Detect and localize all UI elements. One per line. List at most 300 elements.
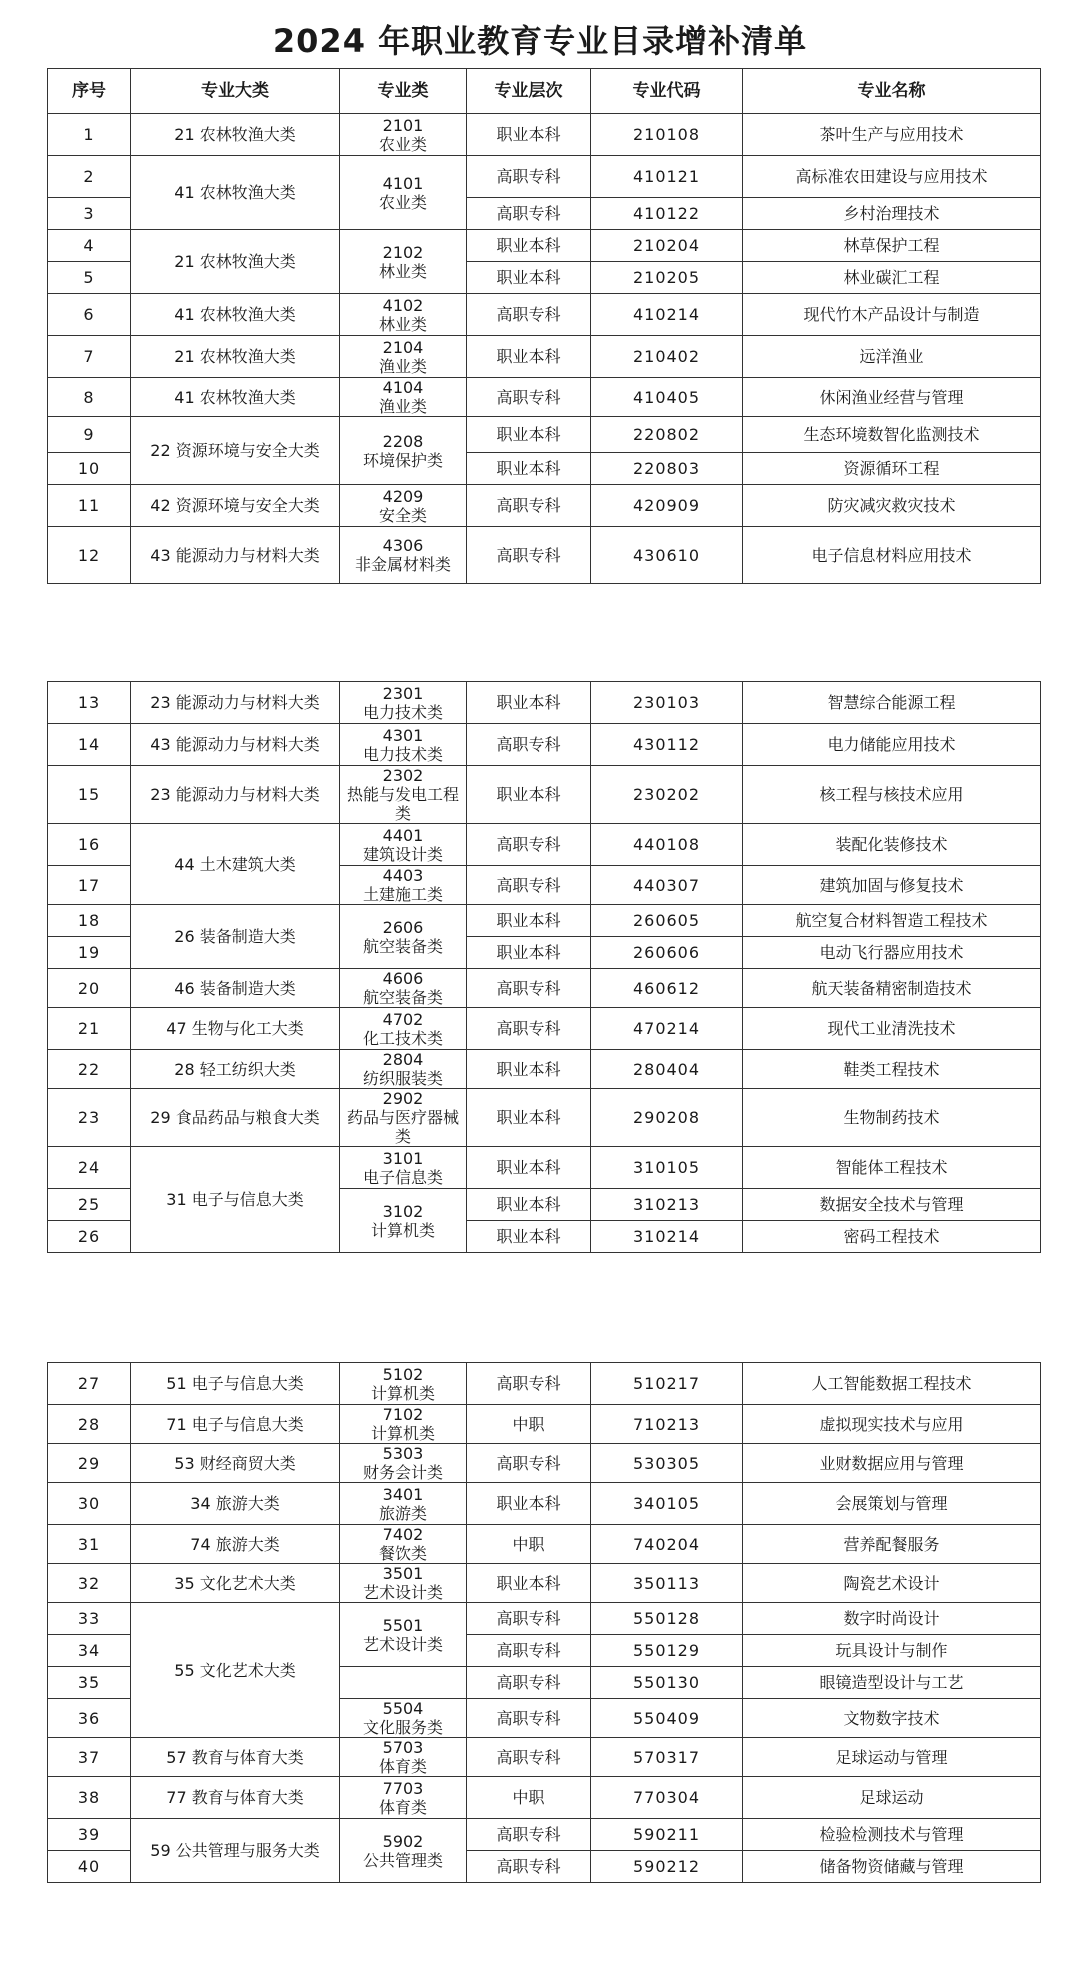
class-code: 2102 [382,242,424,262]
major-name-cell: 智慧综合能源工程 [743,682,1041,724]
class-code: 5102 [382,1364,424,1384]
class-cell [340,1525,467,1564]
row-number: 8 [48,378,131,417]
class-name: 林业类 [378,314,427,334]
class-code: 5504 [382,1699,424,1718]
table-row [48,378,1041,417]
class-cell [340,1050,467,1089]
category-cell: 51 电子与信息大类 [131,1363,340,1405]
class-code: 7402 [382,1525,424,1544]
column-header: 专业大类 [131,69,340,114]
row-number: 19 [48,937,131,969]
row-number: 29 [48,1444,131,1483]
major-code-cell: 440307 [591,866,743,905]
table-row [48,1483,1041,1525]
class-code: 7102 [382,1405,424,1424]
class-cell [340,114,467,156]
table-row [48,1444,1041,1483]
major-name-cell: 远洋渔业 [743,336,1041,378]
class-name: 航空装备类 [362,988,443,1007]
class-code: 2101 [382,115,424,135]
category-cell: 26 装备制造大类 [131,905,340,969]
class-name: 化工技术类 [362,1028,443,1048]
major-name-cell: 高标准农田建设与应用技术 [743,156,1041,198]
major-code-cell: 260606 [591,937,743,969]
class-code: 2606 [382,917,424,937]
class-code: 3101 [382,1148,424,1168]
row-number: 23 [48,1089,131,1147]
class-cell [340,766,467,824]
level-cell: 高职专科 [467,866,591,905]
major-name-cell: 会展策划与管理 [743,1483,1041,1525]
row-number: 2 [48,156,131,198]
class-name: 农业类 [378,192,427,212]
level-cell: 职业本科 [467,1089,591,1147]
page-title: 2024 年职业教育专业目录增补清单 [272,22,808,60]
table-part-1 [47,68,1041,584]
level-cell: 高职专科 [467,527,591,584]
level-cell: 职业本科 [467,230,591,262]
major-name-cell: 密码工程技术 [743,1221,1041,1253]
row-number: 18 [48,905,131,937]
category-cell: 44 土木建筑大类 [131,824,340,905]
class-code: 4101 [382,173,424,193]
class-code: 4104 [382,378,424,397]
row-number: 35 [48,1667,131,1699]
class-cell [340,1089,467,1147]
row-number: 27 [48,1363,131,1405]
class-code: 5703 [382,1738,424,1757]
class-code: 5501 [382,1615,424,1635]
class-cell [340,1603,467,1667]
level-cell: 高职专科 [467,724,591,766]
class-name: 环境保护类 [362,450,443,470]
class-code: 7703 [382,1778,424,1798]
class-cell [340,156,467,230]
major-name-cell: 林业碳汇工程 [743,262,1041,294]
major-code-cell: 290208 [591,1089,743,1147]
major-code-cell: 410405 [591,378,743,417]
major-name-cell: 检验检测技术与管理 [743,1819,1041,1851]
row-number: 37 [48,1738,131,1777]
class-name: 体育类 [378,1797,427,1817]
level-cell: 高职专科 [467,1699,591,1738]
major-code-cell: 550128 [591,1603,743,1635]
major-name-cell: 鞋类工程技术 [743,1050,1041,1089]
row-number: 26 [48,1221,131,1253]
table-row [48,417,1041,453]
table-row [48,1738,1041,1777]
row-number: 40 [48,1851,131,1883]
class-name: 文化服务类 [362,1718,443,1737]
row-number: 12 [48,527,131,584]
row-number: 31 [48,1525,131,1564]
table-row [48,294,1041,336]
table-row [48,230,1041,262]
level-cell: 高职专科 [467,1363,591,1405]
major-name-cell: 电动飞行器应用技术 [743,937,1041,969]
category-cell: 35 文化艺术大类 [131,1564,340,1603]
class-cell [340,1699,467,1738]
row-number: 3 [48,198,131,230]
major-name-cell: 足球运动与管理 [743,1738,1041,1777]
class-cell [340,485,467,527]
level-cell: 高职专科 [467,378,591,417]
class-name: 林业类 [378,261,427,281]
class-cell [340,1008,467,1050]
class-code: 4209 [382,486,424,506]
class-code: 5303 [382,1444,424,1463]
category-cell: 41 农林牧渔大类 [131,378,340,417]
row-number: 25 [48,1189,131,1221]
category-cell: 22 资源环境与安全大类 [131,417,340,485]
class-cell [340,824,467,866]
row-number: 20 [48,969,131,1008]
level-cell: 职业本科 [467,682,591,724]
category-cell: 77 教育与体育大类 [131,1777,340,1819]
major-code-cell: 440108 [591,824,743,866]
category-cell: 46 装备制造大类 [131,969,340,1008]
level-cell: 中职 [467,1525,591,1564]
major-code-cell: 430112 [591,724,743,766]
class-name: 农业类 [378,134,427,154]
category-cell: 23 能源动力与材料大类 [131,766,340,824]
major-code-cell: 210108 [591,114,743,156]
table-row [48,1564,1041,1603]
table-row [48,766,1041,824]
major-name-cell: 眼镜造型设计与工艺 [743,1667,1041,1699]
level-cell: 职业本科 [467,1050,591,1089]
column-header: 专业类 [340,69,467,114]
major-name-cell: 足球运动 [743,1777,1041,1819]
level-cell: 职业本科 [467,937,591,969]
class-code: 4702 [382,1009,424,1029]
major-name-cell: 现代工业清洗技术 [743,1008,1041,1050]
level-cell: 职业本科 [467,1483,591,1525]
major-code-cell: 210205 [591,262,743,294]
row-number: 21 [48,1008,131,1050]
level-cell: 高职专科 [467,294,591,336]
category-cell: 28 轻工纺织大类 [131,1050,340,1089]
table-row [48,969,1041,1008]
table-row [48,824,1041,866]
row-number: 13 [48,682,131,724]
category-cell: 43 能源动力与材料大类 [131,724,340,766]
major-code-cell: 710213 [591,1405,743,1444]
major-name-cell: 建筑加固与修复技术 [743,866,1041,905]
table-row [48,1089,1041,1147]
level-cell: 职业本科 [467,766,591,824]
level-cell: 高职专科 [467,485,591,527]
major-code-cell: 770304 [591,1777,743,1819]
major-name-cell: 航空复合材料智造工程技术 [743,905,1041,937]
level-cell: 高职专科 [467,198,591,230]
major-code-cell: 470214 [591,1008,743,1050]
class-code: 2301 [382,683,424,703]
major-name-cell: 业财数据应用与管理 [743,1444,1041,1483]
level-cell: 职业本科 [467,1147,591,1189]
row-number: 34 [48,1635,131,1667]
table-row [48,336,1041,378]
column-header: 序号 [48,69,131,114]
major-name-cell: 人工智能数据工程技术 [743,1363,1041,1405]
table-part-3 [47,1362,1041,1883]
class-name: 航空装备类 [362,936,443,956]
major-code-cell: 590212 [591,1851,743,1883]
table-header-row [48,69,1041,114]
class-name: 土建施工类 [362,885,443,904]
major-code-cell: 210204 [591,230,743,262]
major-code-cell: 410121 [591,156,743,198]
row-number: 16 [48,824,131,866]
major-name-cell: 电子信息材料应用技术 [743,527,1041,584]
table-row [48,1405,1041,1444]
class-code: 4606 [382,969,424,988]
row-number: 9 [48,417,131,453]
class-cell [340,1667,467,1699]
level-cell: 高职专科 [467,1851,591,1883]
major-name-cell: 虚拟现实技术与应用 [743,1405,1041,1444]
class-code: 4301 [382,725,424,745]
major-name-cell: 营养配餐服务 [743,1525,1041,1564]
class-code: 2302 [382,766,424,785]
class-name: 艺术设计类 [362,1634,443,1654]
major-code-cell: 230202 [591,766,743,824]
class-cell [340,1147,467,1189]
category-cell: 57 教育与体育大类 [131,1738,340,1777]
class-cell [340,1819,467,1883]
category-cell: 55 文化艺术大类 [131,1603,340,1738]
row-number: 1 [48,114,131,156]
class-code: 4403 [382,866,424,885]
row-number: 24 [48,1147,131,1189]
class-cell [340,1189,467,1253]
level-cell: 中职 [467,1405,591,1444]
major-name-cell: 装配化装修技术 [743,824,1041,866]
category-cell: 59 公共管理与服务大类 [131,1819,340,1883]
class-name: 餐饮类 [378,1544,427,1563]
category-cell: 42 资源环境与安全大类 [131,485,340,527]
class-cell [340,1483,467,1525]
table-row [48,156,1041,198]
major-code-cell: 590211 [591,1819,743,1851]
major-name-cell: 智能体工程技术 [743,1147,1041,1189]
major-code-cell: 310105 [591,1147,743,1189]
row-number: 39 [48,1819,131,1851]
major-name-cell: 乡村治理技术 [743,198,1041,230]
major-name-cell: 生物制药技术 [743,1089,1041,1147]
table-row [48,724,1041,766]
class-code: 4401 [382,825,424,845]
table-row [48,1777,1041,1819]
major-name-cell: 资源循环工程 [743,453,1041,485]
major-name-cell: 航天装备精密制造技术 [743,969,1041,1008]
row-number: 4 [48,230,131,262]
column-header: 专业名称 [743,69,1041,114]
class-code: 4102 [382,295,424,315]
row-number: 14 [48,724,131,766]
class-name: 纺织服装类 [362,1069,443,1088]
class-cell [340,866,467,905]
level-cell: 高职专科 [467,1667,591,1699]
level-cell: 高职专科 [467,969,591,1008]
level-cell: 高职专科 [467,1603,591,1635]
category-cell: 41 农林牧渔大类 [131,156,340,230]
major-code-cell: 220802 [591,417,743,453]
major-name-cell: 数字时尚设计 [743,1603,1041,1635]
major-code-cell: 410122 [591,198,743,230]
class-code: 3501 [382,1564,424,1583]
class-name: 电子信息类 [362,1167,443,1187]
major-code-cell: 350113 [591,1564,743,1603]
table-row [48,527,1041,584]
major-code-cell: 550409 [591,1699,743,1738]
class-cell [340,1777,467,1819]
category-cell: 34 旅游大类 [131,1483,340,1525]
table-row [48,1603,1041,1635]
class-name: 渔业类 [378,356,427,376]
class-code: 3102 [382,1201,424,1221]
row-number: 6 [48,294,131,336]
level-cell: 职业本科 [467,262,591,294]
class-name: 药品与医疗器械类 [346,1108,459,1146]
major-code-cell: 740204 [591,1525,743,1564]
major-code-cell: 410214 [591,294,743,336]
major-name-cell: 生态环境数智化监测技术 [743,417,1041,453]
class-name: 艺术设计类 [362,1583,443,1602]
table-row [48,1008,1041,1050]
class-code: 2902 [382,1089,424,1108]
major-name-cell: 储备物资储藏与管理 [743,1851,1041,1883]
class-cell [340,1738,467,1777]
class-cell [340,1405,467,1444]
major-code-cell: 220803 [591,453,743,485]
category-cell: 43 能源动力与材料大类 [131,527,340,584]
class-cell [340,527,467,584]
major-name-cell: 现代竹木产品设计与制造 [743,294,1041,336]
class-code: 2104 [382,337,424,357]
row-number: 7 [48,336,131,378]
table-row [48,682,1041,724]
class-name: 计算机类 [370,1220,435,1240]
table-row [48,1050,1041,1089]
class-cell [340,417,467,485]
major-code-cell: 260605 [591,905,743,937]
class-code: 5902 [382,1831,424,1851]
table-row [48,1147,1041,1189]
class-cell [340,682,467,724]
class-name: 电力技术类 [362,744,443,764]
category-cell: 21 农林牧渔大类 [131,336,340,378]
level-cell: 职业本科 [467,1564,591,1603]
level-cell: 职业本科 [467,1221,591,1253]
row-number: 10 [48,453,131,485]
table-row [48,905,1041,937]
class-name: 渔业类 [378,397,427,416]
category-cell: 41 农林牧渔大类 [131,294,340,336]
class-name: 热能与发电工程类 [346,785,459,823]
level-cell: 高职专科 [467,156,591,198]
class-cell [340,294,467,336]
major-code-cell: 530305 [591,1444,743,1483]
major-code-cell: 510217 [591,1363,743,1405]
level-cell: 职业本科 [467,905,591,937]
class-code: 3401 [382,1484,424,1504]
major-name-cell: 茶叶生产与应用技术 [743,114,1041,156]
major-code-cell: 280404 [591,1050,743,1089]
level-cell: 高职专科 [467,1444,591,1483]
major-name-cell: 林草保护工程 [743,230,1041,262]
class-name: 旅游类 [378,1503,427,1523]
class-code: 2804 [382,1050,424,1069]
level-cell: 职业本科 [467,336,591,378]
category-cell: 31 电子与信息大类 [131,1147,340,1253]
category-cell: 53 财经商贸大类 [131,1444,340,1483]
major-name-cell: 文物数字技术 [743,1699,1041,1738]
row-number: 38 [48,1777,131,1819]
row-number: 30 [48,1483,131,1525]
major-name-cell: 防灾减灾救灾技术 [743,485,1041,527]
table-part-2 [47,681,1041,1253]
class-cell [340,1564,467,1603]
class-code: 4306 [382,536,424,555]
class-cell [340,336,467,378]
row-number: 32 [48,1564,131,1603]
class-cell [340,724,467,766]
class-name: 安全类 [378,505,427,525]
level-cell: 职业本科 [467,417,591,453]
table-row [48,485,1041,527]
major-code-cell: 310214 [591,1221,743,1253]
level-cell: 高职专科 [467,1738,591,1777]
class-name: 建筑设计类 [362,844,443,864]
major-name-cell: 数据安全技术与管理 [743,1189,1041,1221]
category-cell: 29 食品药品与粮食大类 [131,1089,340,1147]
table-row [48,1363,1041,1405]
column-header: 专业层次 [467,69,591,114]
major-name-cell: 玩具设计与制作 [743,1635,1041,1667]
major-code-cell: 340105 [591,1483,743,1525]
level-cell: 职业本科 [467,114,591,156]
major-name-cell: 电力储能应用技术 [743,724,1041,766]
row-number: 5 [48,262,131,294]
class-name: 计算机类 [370,1424,435,1443]
row-number: 17 [48,866,131,905]
class-name: 非金属材料类 [354,555,451,574]
level-cell: 中职 [467,1777,591,1819]
row-number: 22 [48,1050,131,1089]
major-code-cell: 460612 [591,969,743,1008]
class-code: 2208 [382,431,424,451]
major-code-cell: 550129 [591,1635,743,1667]
class-name: 公共管理类 [362,1850,443,1870]
category-cell: 21 农林牧渔大类 [131,114,340,156]
row-number: 28 [48,1405,131,1444]
category-cell: 71 电子与信息大类 [131,1405,340,1444]
category-cell: 47 生物与化工大类 [131,1008,340,1050]
class-cell [340,969,467,1008]
class-cell [340,230,467,294]
major-name-cell: 陶瓷艺术设计 [743,1564,1041,1603]
level-cell: 职业本科 [467,1189,591,1221]
level-cell: 职业本科 [467,453,591,485]
table-row [48,1819,1041,1851]
column-header: 专业代码 [591,69,743,114]
class-cell [340,1444,467,1483]
major-code-cell: 430610 [591,527,743,584]
major-code-cell: 210402 [591,336,743,378]
table-row [48,1525,1041,1564]
